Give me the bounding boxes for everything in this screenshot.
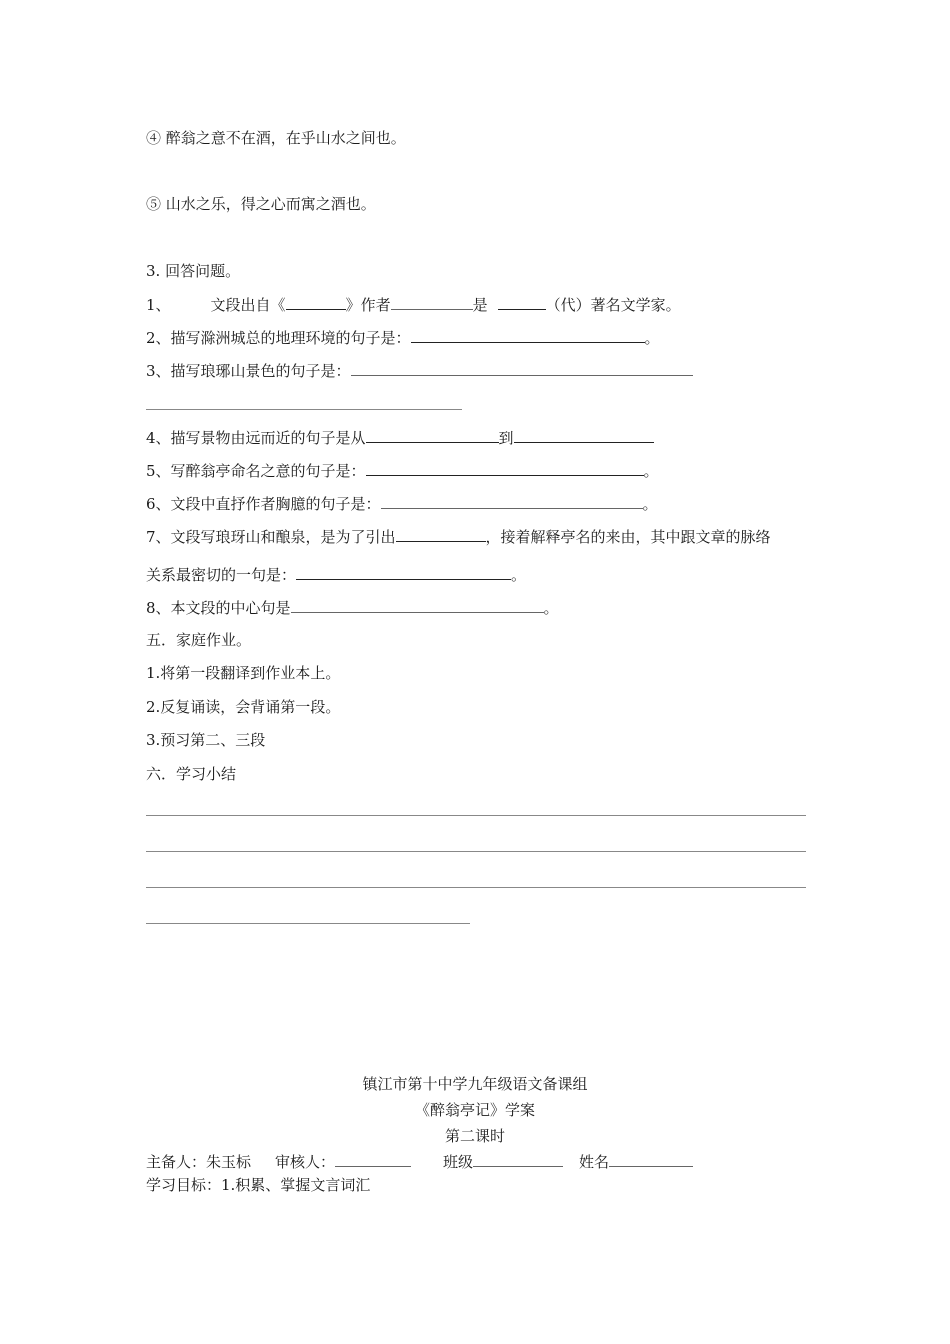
question-8-end: 。 bbox=[543, 599, 559, 617]
section-5-title: 五．家庭作业。 bbox=[146, 631, 252, 649]
question-4-blank-to[interactable] bbox=[514, 427, 654, 443]
homework-3: 3.预习第二、三段 bbox=[146, 731, 266, 749]
question-3-blank[interactable] bbox=[351, 360, 693, 376]
question-1-blank-book[interactable] bbox=[286, 294, 346, 310]
name-label: 姓名 bbox=[579, 1153, 610, 1171]
question-4-blank-from[interactable] bbox=[366, 427, 499, 443]
question-5-text: 5、写醉翁亭命名之意的句子是： bbox=[146, 462, 366, 480]
reviewer-blank[interactable] bbox=[335, 1151, 411, 1167]
question-7-blank-a[interactable] bbox=[396, 526, 486, 542]
question-1-number: 1、 bbox=[146, 296, 171, 314]
question-7-text-a: 7、文段写琅玡山和酿泉，是为了引出 bbox=[146, 528, 396, 546]
question-3 bbox=[146, 360, 693, 381]
class-blank[interactable] bbox=[473, 1151, 563, 1167]
question-1-text-a: 文段出自《 bbox=[210, 296, 286, 314]
question-7-text-b: ，接着解释亭名的来由，其中跟文章的脉络 bbox=[485, 528, 771, 546]
homework-1: 1.将第一段翻译到作业本上。 bbox=[146, 664, 341, 682]
reviewer-label: 审核人： bbox=[275, 1153, 336, 1171]
question-4 bbox=[146, 427, 654, 448]
question-7-blank-b[interactable] bbox=[296, 564, 511, 580]
question-1-text-b: 》作者 bbox=[345, 296, 391, 314]
question-2-text: 2、描写滁洲城总的地理环境的句子是： bbox=[146, 329, 411, 347]
info-row bbox=[146, 1151, 693, 1172]
question-3-text: 3、描写琅琊山景色的句子是： bbox=[146, 362, 351, 380]
question-4-mid: 到 bbox=[498, 429, 514, 447]
name-blank[interactable] bbox=[609, 1151, 693, 1167]
question-4-text: 4、描写景物由远而近的句子是从 bbox=[146, 429, 366, 447]
school-heading: 镇江市第十中学九年级语文备课组 bbox=[362, 1075, 588, 1093]
question-1-text-c: 是 bbox=[472, 296, 488, 314]
question-6-blank[interactable] bbox=[381, 493, 643, 509]
question-2-end: 。 bbox=[644, 329, 660, 347]
question-2-blank[interactable] bbox=[411, 327, 645, 343]
question-5-end: 。 bbox=[643, 462, 659, 480]
question-5-blank[interactable] bbox=[366, 460, 644, 476]
section-6-title: 六．学习小结 bbox=[146, 765, 237, 783]
question-7-text-c: 关系最密切的一句是： bbox=[146, 566, 297, 584]
question-5 bbox=[146, 460, 659, 481]
question-6-end: 。 bbox=[642, 495, 658, 513]
preparer: 主备人：朱玉标 bbox=[146, 1153, 252, 1171]
question-6-text: 6、文段中直抒作者胸臆的句子是： bbox=[146, 495, 381, 513]
question-6 bbox=[146, 493, 658, 514]
homework-2: 2.反复诵读，会背诵第一段。 bbox=[146, 698, 341, 716]
question-8 bbox=[146, 597, 559, 618]
question-7-line-2 bbox=[146, 564, 526, 585]
learning-goal: 学习目标：1.积累、掌握文言词汇 bbox=[146, 1176, 371, 1194]
summary-line-3[interactable] bbox=[146, 887, 806, 888]
lesson-number: 第二课时 bbox=[444, 1127, 505, 1145]
question-1-blank-dynasty[interactable] bbox=[498, 294, 546, 310]
question-2 bbox=[146, 327, 660, 348]
class-label: 班级 bbox=[443, 1153, 474, 1171]
item-4: ④ 醉翁之意不在酒，在乎山水之间也。 bbox=[146, 129, 406, 147]
question-1-blank-author[interactable] bbox=[391, 294, 473, 310]
summary-line-2[interactable] bbox=[146, 851, 806, 852]
document-title: 《醉翁亭记》学案 bbox=[414, 1101, 535, 1119]
section-3-title: 3. 回答问题。 bbox=[146, 262, 241, 280]
summary-line-1[interactable] bbox=[146, 815, 806, 816]
question-3-blank-continued[interactable] bbox=[146, 409, 462, 410]
question-7-line-1 bbox=[146, 526, 771, 547]
question-8-text: 8、本文段的中心句是 bbox=[146, 599, 291, 617]
question-7-end: 。 bbox=[511, 566, 527, 584]
item-5: ⑤ 山水之乐，得之心而寓之酒也。 bbox=[146, 195, 376, 213]
summary-line-4[interactable] bbox=[146, 923, 470, 924]
question-8-blank[interactable] bbox=[291, 597, 544, 613]
question-1-text-d: （代）著名文学家。 bbox=[545, 296, 681, 314]
question-1 bbox=[146, 294, 681, 315]
